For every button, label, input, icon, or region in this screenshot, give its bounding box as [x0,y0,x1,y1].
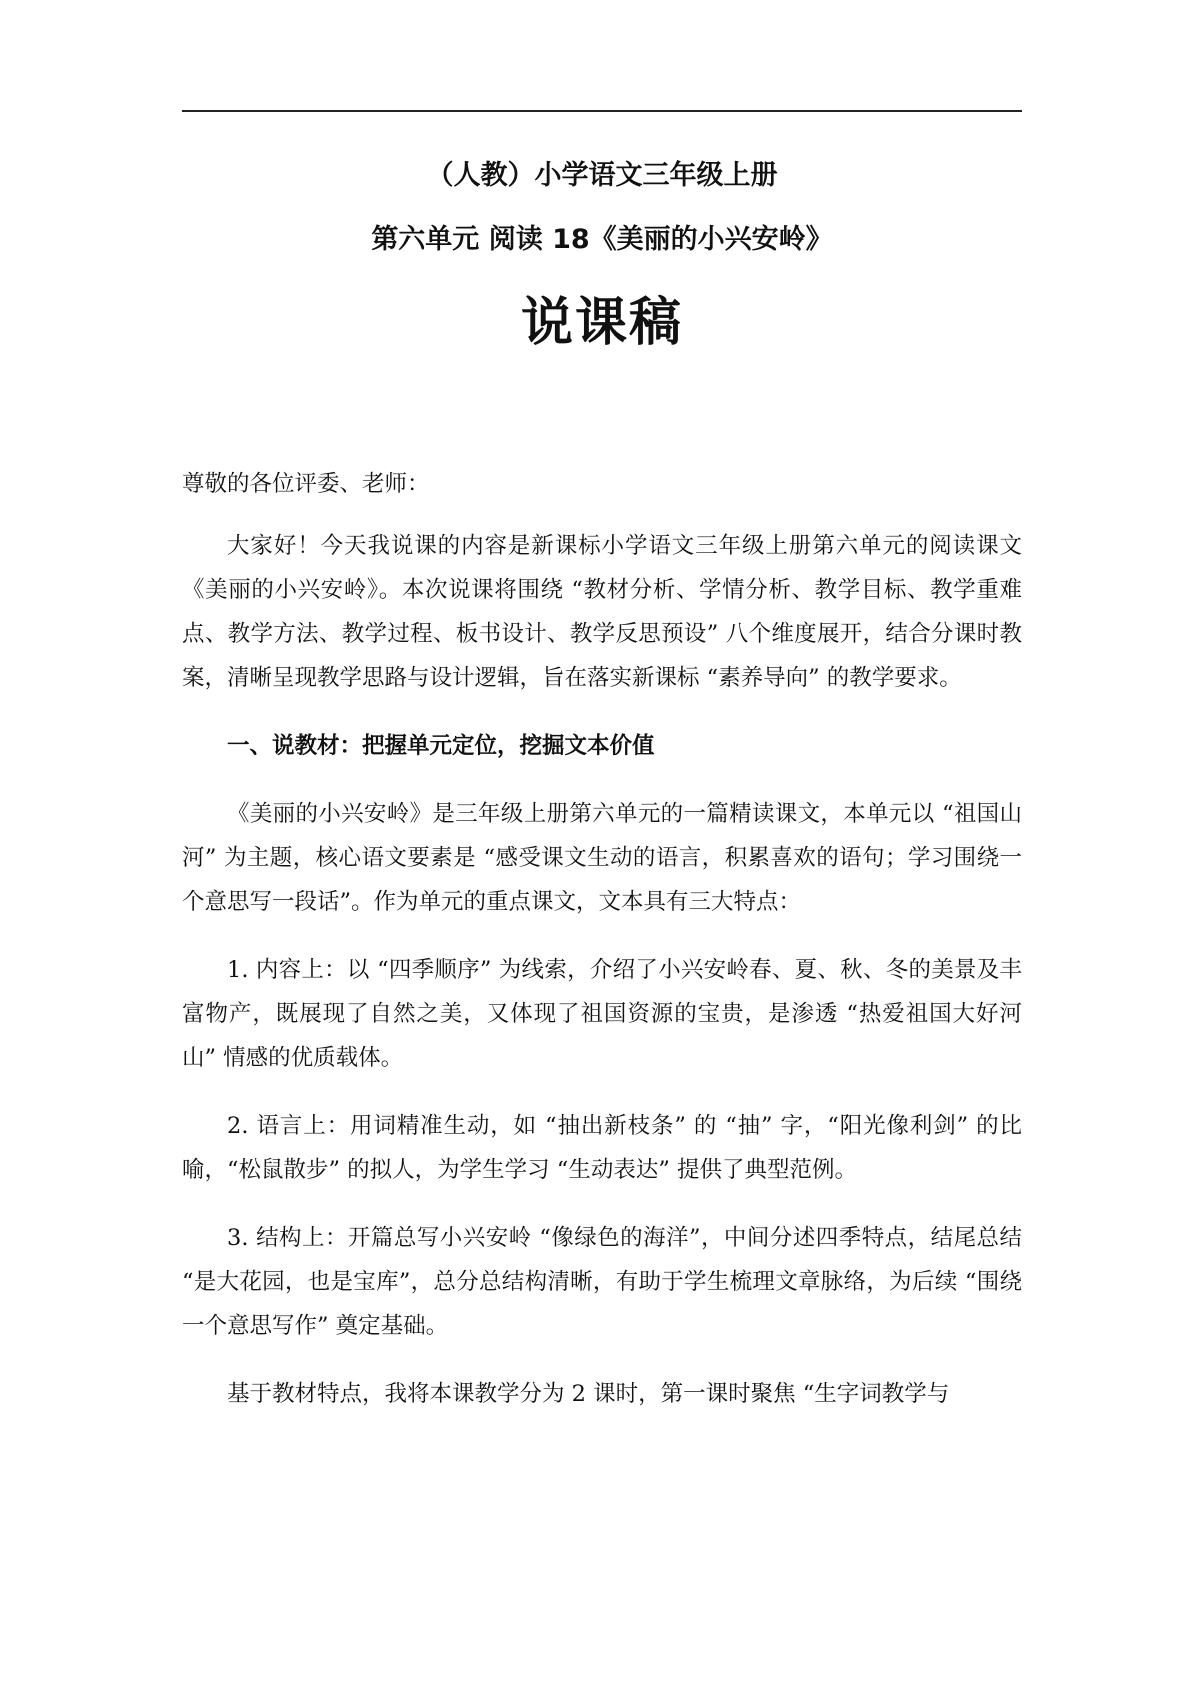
section-heading-1: 一、说教材：把握单元定位，挖掘文本价值 [227,733,655,759]
document-subtitle-lesson: 第六单元 阅读 18《美丽的小兴安岭》 [371,224,833,255]
point-structure: 3. 结构上：开篇总写小兴安岭 “像绿色的海洋”，中间分述四季特点，结尾总结 “是大花园，也是宝库”，总分总结构清晰，有助于学生梳理文章脉络，为后续 “围绕一个意思写作” 奠定基础。 [182,1225,1022,1339]
section1-intro-paragraph: 《美丽的小兴安岭》是三年级上册第六单元的一篇精读课文，本单元以 “祖国山河” 为主题，核心语文要素是 “感受课文生动的语言，积累喜欢的语句；学习围绕一个意思写一段话”。作为单元的重点课文，文本具有三大特点： [182,801,1022,915]
header-rule [182,110,1022,112]
point-language: 2. 语言上：用词精准生动，如 “抽出新枝条” 的 “抽” 字，“阳光像利剑” 的比喻，“松鼠散步” 的拟人，为学生学习 “生动表达” 提供了典型范例。 [182,1113,1022,1183]
document-title: 说课稿 [520,293,683,353]
salutation: 尊敬的各位评委、老师： [182,471,430,497]
point-content: 1. 内容上：以 “四季顺序” 为线索，介绍了小兴安岭春、夏、秋、冬的美景及丰富物产，既展现了自然之美，又体现了祖国资源的宝贵，是渗透 “热爱祖国大好河山” 情感的优质载体。 [182,957,1022,1071]
document-subtitle-textbook: （人教）小学语文三年级上册 [426,160,778,191]
closing-paragraph: 基于教材特点，我将本课教学分为 2 课时，第一课时聚焦 “生字词教学与 [227,1381,950,1407]
intro-paragraph: 大家好！今天我说课的内容是新课标小学语文三年级上册第六单元的阅读课文《美丽的小兴安岭》。本次说课将围绕 “教材分析、学情分析、教学目标、教学重难点、教学方法、教学过程、板书设计、教学反思预设” 八个维度展开，结合分课时教案，清晰呈现教学思路与设计逻辑，旨在落实新课标 “素养导向” 的教学要求。 [182,533,1022,691]
document-body [182,462,1022,1440]
